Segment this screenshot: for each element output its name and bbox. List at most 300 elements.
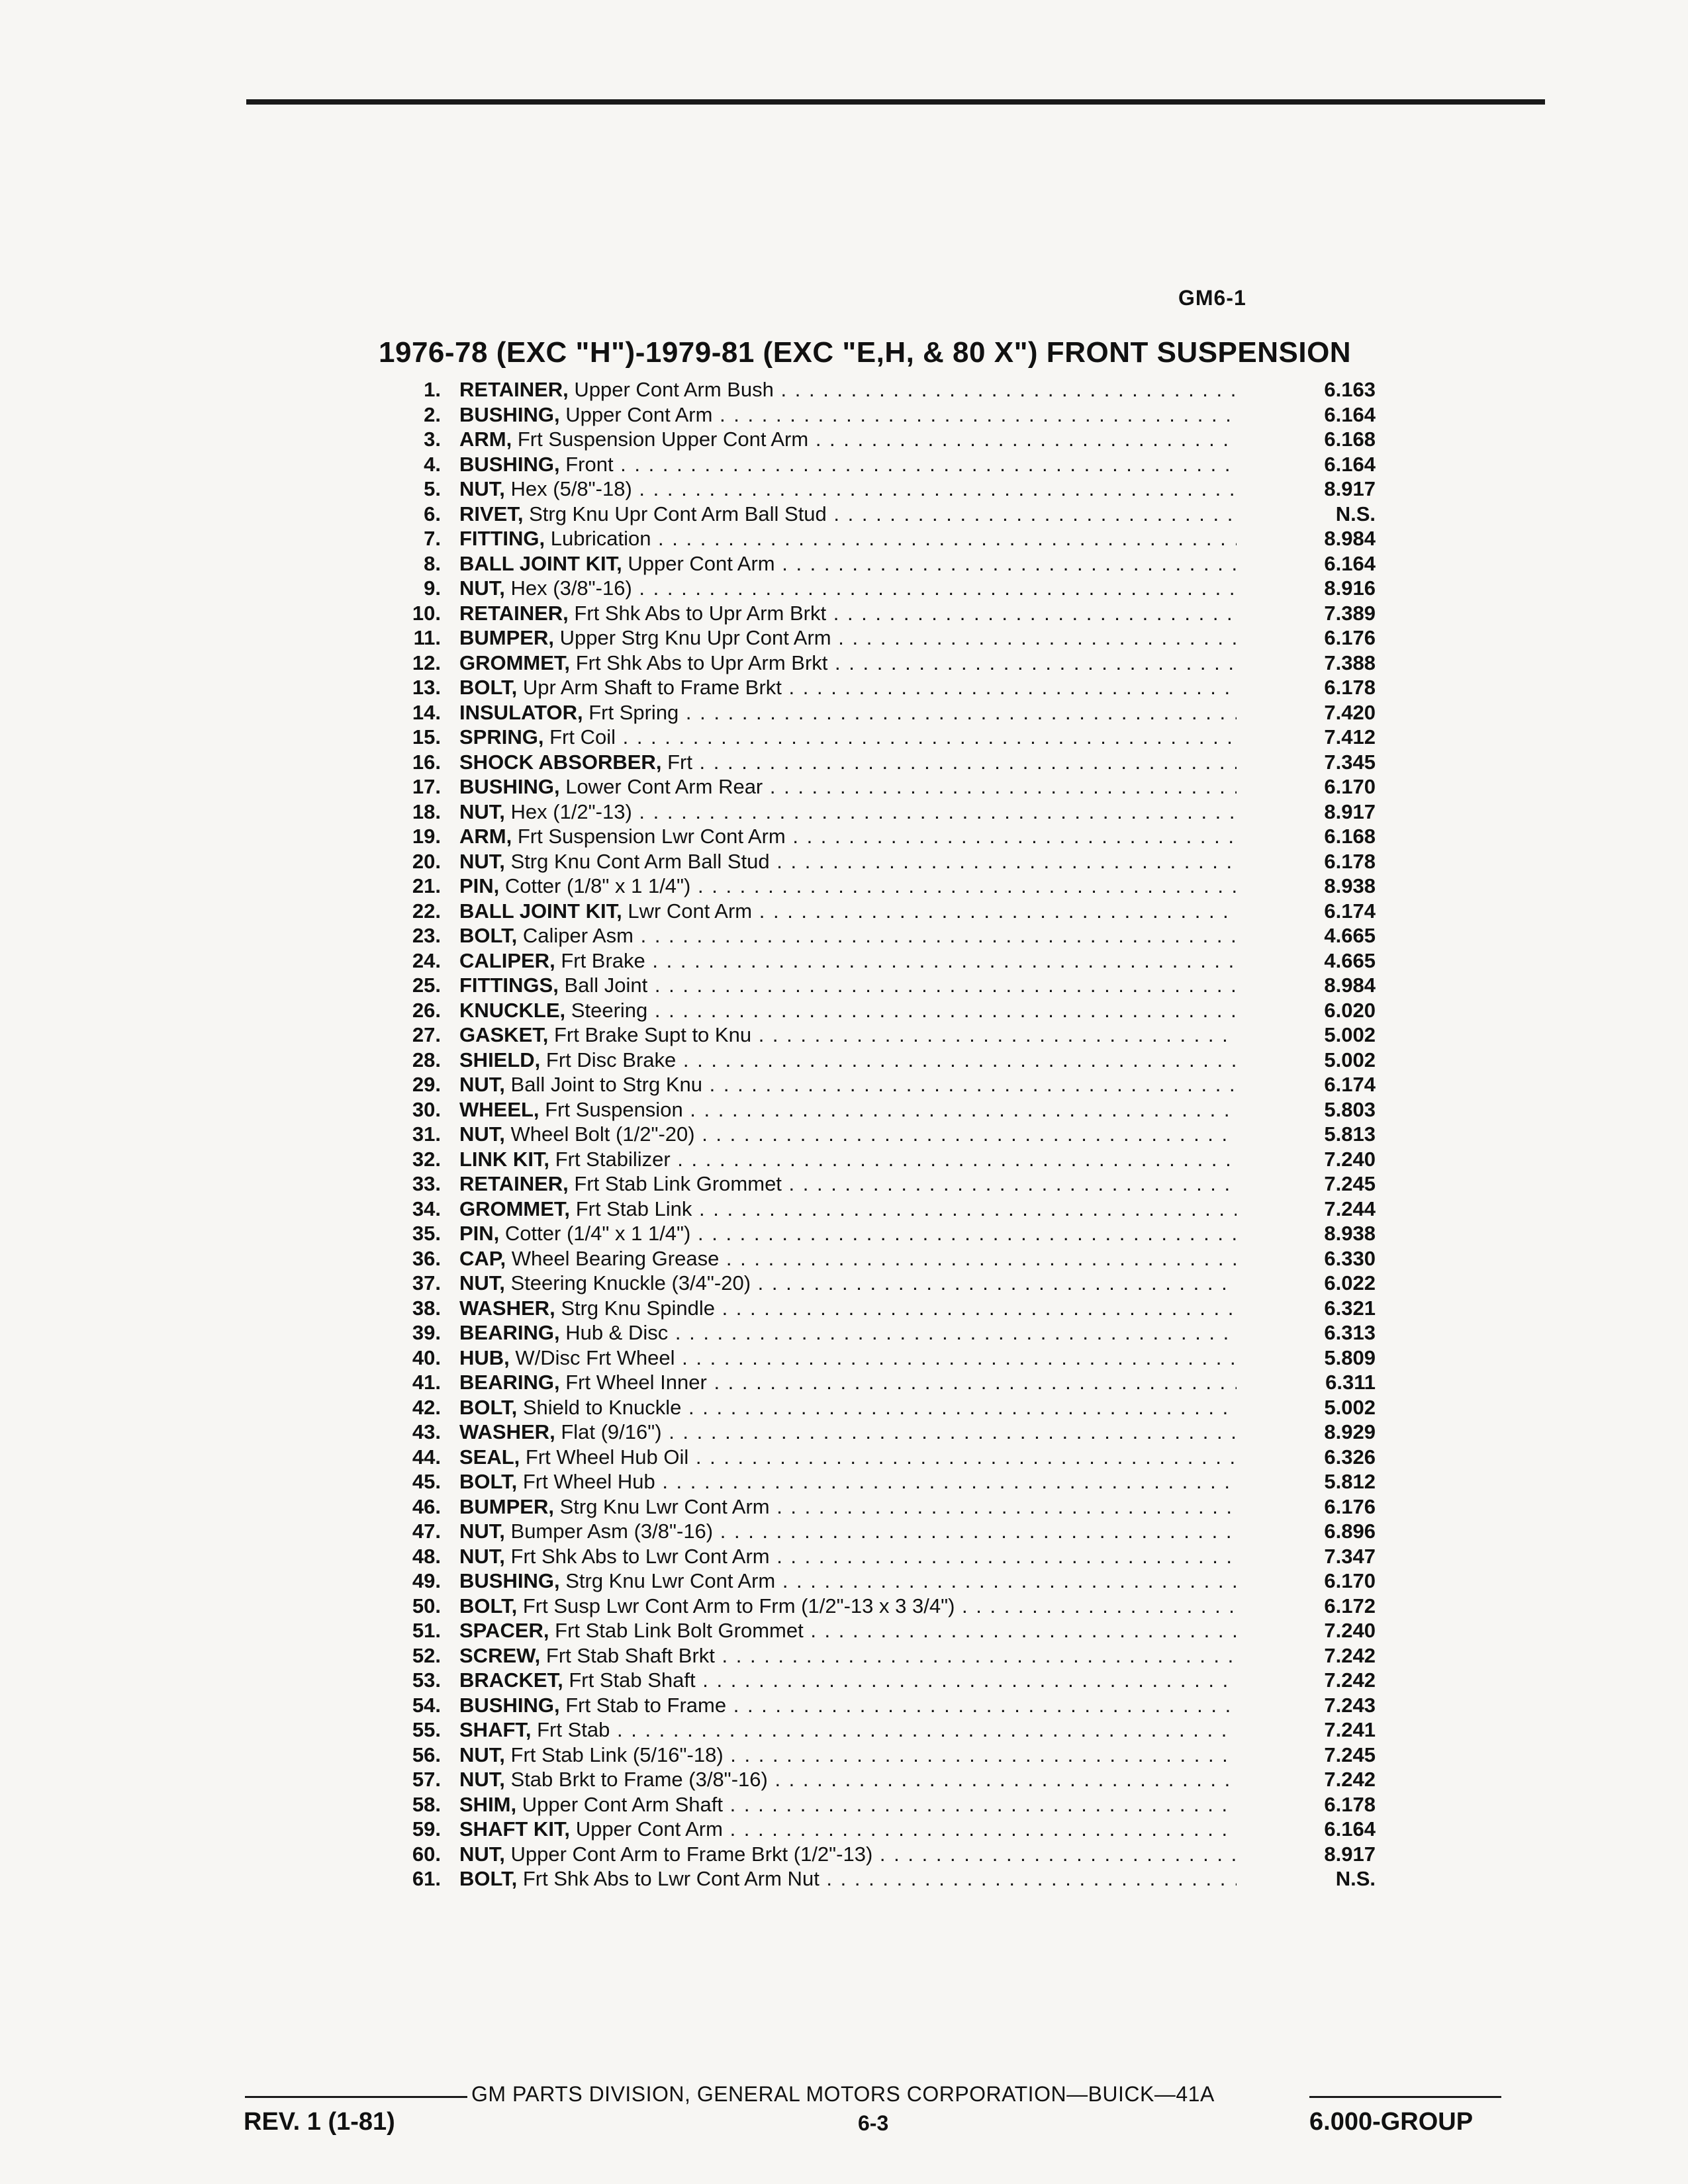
part-number: 13. [412, 676, 441, 699]
part-detail: Upper Cont Arm Bush [574, 378, 774, 401]
part-description [459, 1643, 1237, 1668]
part-number: 5. [424, 477, 441, 500]
part-row [391, 1594, 1383, 1619]
part-name: HUB, [459, 1345, 510, 1369]
part-reference: 6.168 [1324, 428, 1376, 451]
part-row [391, 1246, 1383, 1271]
part-reference: 6.020 [1324, 998, 1376, 1022]
part-detail: Upper Cont Arm to Frame Brkt (1/2"-13) [510, 1842, 873, 1866]
footer-page-number: 6-3 [858, 2111, 889, 2135]
part-number: 19. [412, 825, 441, 848]
part-number: 41. [412, 1371, 441, 1394]
part-description [459, 1147, 1237, 1172]
part-description [459, 1097, 1237, 1122]
part-description [459, 1693, 1237, 1718]
part-name: NUT, [459, 1842, 505, 1866]
part-number: 57. [412, 1768, 441, 1791]
part-reference: 8.916 [1324, 576, 1376, 600]
part-detail: Lubrication [550, 527, 651, 550]
part-description [459, 1469, 1237, 1494]
part-row [391, 551, 1383, 576]
part-name: NUT, [459, 849, 505, 873]
part-row [391, 601, 1383, 626]
part-name: BOLT, [459, 1395, 518, 1419]
part-reference: 7.240 [1324, 1619, 1376, 1642]
part-name: INSULATOR, [459, 700, 583, 724]
part-name: SHAFT KIT, [459, 1817, 571, 1841]
part-description [459, 750, 1237, 775]
part-description [459, 1569, 1237, 1594]
part-reference: 7.245 [1324, 1743, 1376, 1766]
part-number: 33. [412, 1172, 441, 1195]
part-row [391, 899, 1383, 924]
part-row [391, 1717, 1383, 1743]
part-number: 43. [412, 1420, 441, 1443]
part-detail: Frt Disc Brake [545, 1048, 677, 1071]
part-name: NUT, [459, 1122, 505, 1146]
part-description [459, 948, 1237, 974]
part-name: SHOCK ABSORBER, [459, 750, 662, 774]
part-reference: 7.242 [1324, 1643, 1376, 1667]
part-row [391, 1097, 1383, 1122]
part-name: NUT, [459, 1743, 505, 1766]
part-detail: Frt Stab Shaft [569, 1668, 696, 1692]
part-description [459, 1445, 1237, 1470]
part-reference: 5.813 [1324, 1122, 1376, 1146]
part-description [459, 1743, 1237, 1768]
part-reference: N.S. [1335, 502, 1376, 525]
part-description [459, 1048, 1237, 1073]
part-name: SEAL, [459, 1445, 520, 1469]
part-name: BOLT, [459, 1594, 518, 1617]
part-name: BOLT, [459, 1867, 518, 1890]
part-name: SCREW, [459, 1643, 541, 1667]
page-title: 1976-78 (EXC "H")-1979-81 (EXC "E,H, & 80 X") FRONT SUSPENSION [379, 336, 1352, 369]
part-description [459, 1072, 1237, 1097]
part-description [459, 725, 1237, 750]
part-row [391, 1122, 1383, 1147]
part-name: BALL JOINT KIT, [459, 551, 622, 575]
part-number: 49. [412, 1569, 441, 1592]
part-row [391, 1519, 1383, 1544]
part-name: SHIM, [459, 1792, 517, 1816]
part-description [459, 377, 1237, 402]
part-row [391, 1370, 1383, 1395]
part-detail: Frt Shk Abs to Upr Arm Brkt [575, 651, 828, 674]
part-number: 58. [412, 1792, 441, 1816]
part-number: 15. [412, 725, 441, 749]
part-reference: 6.174 [1324, 1073, 1376, 1096]
part-number: 6. [424, 502, 441, 525]
part-number: 50. [412, 1594, 441, 1617]
part-row [391, 799, 1383, 825]
part-name: SPACER, [459, 1619, 549, 1642]
part-detail: Ball Joint [564, 974, 648, 997]
part-reference: 5.803 [1324, 1097, 1376, 1121]
part-name: RETAINER, [459, 1172, 569, 1195]
part-row [391, 725, 1383, 750]
part-detail: Hex (3/8"-16) [510, 576, 632, 600]
part-reference: 7.240 [1324, 1147, 1376, 1171]
part-description [459, 625, 1237, 651]
part-number: 11. [413, 626, 441, 649]
part-reference: 6.170 [1324, 1569, 1376, 1592]
part-row [391, 377, 1383, 402]
footer-revision: REV. 1 (1-81) [244, 2108, 395, 2136]
part-number: 12. [412, 651, 441, 674]
part-name: ARM, [459, 825, 512, 848]
part-number: 55. [412, 1718, 441, 1741]
part-description [459, 1519, 1237, 1544]
part-detail: Frt Stab to Frame [565, 1693, 727, 1717]
part-description [459, 1668, 1237, 1693]
part-number: 54. [412, 1693, 441, 1717]
part-name: LINK KIT, [459, 1147, 550, 1171]
part-reference: 6.168 [1324, 825, 1376, 848]
part-row [391, 1320, 1383, 1345]
part-description [459, 452, 1237, 477]
part-reference: 7.242 [1324, 1668, 1376, 1692]
part-number: 1. [424, 378, 441, 401]
part-detail: Upr Arm Shaft to Frame Brkt [522, 676, 782, 699]
part-detail: Frt Shk Abs to Lwr Cont Arm Nut [522, 1867, 820, 1890]
part-name: BUMPER, [459, 1494, 554, 1518]
part-reference: 8.917 [1324, 477, 1376, 500]
part-number: 32. [412, 1147, 441, 1171]
part-description [459, 1395, 1237, 1420]
part-name: WASHER, [459, 1296, 555, 1320]
part-number: 37. [412, 1271, 441, 1295]
part-description [459, 923, 1237, 948]
part-row [391, 1544, 1383, 1569]
part-detail: Frt Stab [537, 1718, 610, 1741]
part-number: 17. [412, 775, 441, 798]
part-row [391, 1147, 1383, 1172]
part-name: BUSHING, [459, 452, 560, 476]
part-detail: Steering [571, 998, 648, 1022]
part-detail: Frt Stab Shaft Brkt [545, 1643, 715, 1667]
part-description [459, 1594, 1237, 1619]
part-row [391, 1618, 1383, 1643]
part-number: 30. [412, 1097, 441, 1121]
parts-list [391, 377, 1383, 1891]
part-reference: 8.984 [1324, 974, 1376, 997]
part-name: BUMPER, [459, 626, 554, 649]
part-row [391, 1767, 1383, 1792]
part-detail: Hex (1/2"-13) [510, 799, 632, 823]
part-name: RETAINER, [459, 378, 569, 401]
part-reference: 6.326 [1324, 1445, 1376, 1469]
part-row [391, 1023, 1383, 1048]
part-number: 10. [412, 601, 441, 625]
part-description [459, 1320, 1237, 1345]
part-reference: 6.178 [1324, 1792, 1376, 1816]
part-reference: 6.164 [1324, 452, 1376, 476]
part-name: NUT, [459, 1520, 505, 1543]
part-detail: Frt [667, 750, 692, 774]
part-row [391, 948, 1383, 974]
part-number: 4. [424, 452, 441, 476]
part-number: 52. [412, 1643, 441, 1667]
part-detail: Frt Spring [588, 700, 679, 724]
part-name: NUT, [459, 1073, 505, 1096]
part-row [391, 625, 1383, 651]
part-reference: 7.420 [1324, 700, 1376, 724]
part-row [391, 1842, 1383, 1867]
footer-rule-left [245, 2096, 467, 2098]
part-reference: 7.347 [1324, 1544, 1376, 1568]
part-number: 47. [412, 1520, 441, 1543]
part-row [391, 973, 1383, 998]
part-row [391, 452, 1383, 477]
part-reference: 7.388 [1324, 651, 1376, 674]
part-name: NUT, [459, 576, 505, 600]
part-row [391, 526, 1383, 551]
part-reference: 6.022 [1324, 1271, 1376, 1295]
part-number: 25. [412, 974, 441, 997]
part-description [459, 1866, 1237, 1891]
part-name: NUT, [459, 1544, 505, 1568]
page-code: GM6-1 [1178, 286, 1246, 310]
part-reference: 8.938 [1324, 874, 1376, 897]
part-row [391, 923, 1383, 948]
part-row [391, 1171, 1383, 1197]
part-name: RIVET, [459, 502, 524, 525]
part-number: 28. [412, 1048, 441, 1071]
part-reference: 7.345 [1324, 750, 1376, 774]
part-description [459, 1023, 1237, 1048]
part-row [391, 1420, 1383, 1445]
part-name: BUSHING, [459, 775, 560, 798]
part-reference: 7.244 [1324, 1197, 1376, 1220]
part-number: 39. [412, 1321, 441, 1344]
part-row [391, 1072, 1383, 1097]
part-row [391, 849, 1383, 874]
part-name: GROMMET, [459, 1197, 571, 1220]
part-description [459, 1122, 1237, 1147]
part-number: 27. [412, 1023, 441, 1046]
part-number: 60. [412, 1842, 441, 1866]
part-reference: 7.389 [1324, 601, 1376, 625]
part-detail: Strg Knu Spindle [561, 1296, 715, 1320]
part-reference: 4.665 [1324, 948, 1376, 972]
part-name: BUSHING, [459, 1693, 560, 1717]
part-detail: Steering Knuckle (3/4"-20) [510, 1271, 751, 1295]
part-detail: Frt Wheel Hub Oil [525, 1445, 689, 1469]
part-reference: 6.313 [1324, 1321, 1376, 1344]
part-number: 23. [412, 924, 441, 947]
part-description [459, 502, 1237, 527]
part-reference: 8.917 [1324, 1842, 1376, 1866]
part-reference: 5.809 [1324, 1345, 1376, 1369]
part-name: ARM, [459, 428, 512, 451]
part-description [459, 1171, 1237, 1197]
part-detail: Strg Knu Cont Arm Ball Stud [510, 849, 770, 873]
part-row [391, 1048, 1383, 1073]
part-row [391, 750, 1383, 775]
part-description [459, 651, 1237, 676]
part-row [391, 1792, 1383, 1817]
part-name: SPRING, [459, 725, 544, 749]
footer-rule-right [1309, 2096, 1501, 2098]
part-reference: 7.241 [1324, 1718, 1376, 1741]
part-description [459, 1544, 1237, 1569]
part-row [391, 1445, 1383, 1470]
part-detail: Bumper Asm (3/8"-16) [510, 1520, 714, 1543]
part-number: 14. [412, 700, 441, 724]
part-detail: Shield to Knuckle [522, 1395, 682, 1419]
part-reference: 6.176 [1324, 1494, 1376, 1518]
part-row [391, 1221, 1383, 1246]
part-reference: 6.164 [1324, 402, 1376, 426]
part-name: BOLT, [459, 924, 518, 947]
part-row [391, 700, 1383, 725]
part-number: 29. [412, 1073, 441, 1096]
part-number: 44. [412, 1445, 441, 1469]
part-number: 36. [412, 1246, 441, 1270]
part-detail: Frt Stabilizer [555, 1147, 671, 1171]
part-description [459, 874, 1237, 899]
part-description [459, 477, 1237, 502]
part-name: FITTINGS, [459, 974, 559, 997]
part-reference: 6.174 [1324, 899, 1376, 923]
part-detail: Strg Knu Upr Cont Arm Ball Stud [529, 502, 827, 525]
part-row [391, 427, 1383, 452]
part-detail: Stab Brkt to Frame (3/8"-16) [510, 1768, 768, 1791]
part-number: 48. [412, 1544, 441, 1568]
part-number: 21. [412, 874, 441, 897]
part-description [459, 675, 1237, 700]
part-number: 7. [424, 527, 441, 550]
part-description [459, 799, 1237, 825]
part-name: BRACKET, [459, 1668, 563, 1692]
part-number: 46. [412, 1494, 441, 1518]
part-detail: Hex (5/8"-18) [510, 477, 632, 500]
part-description [459, 899, 1237, 924]
part-number: 59. [412, 1817, 441, 1841]
part-row [391, 1494, 1383, 1520]
part-row [391, 1271, 1383, 1296]
part-detail: Cotter (1/4" x 1 1/4") [504, 1222, 691, 1245]
part-detail: Frt Suspension Lwr Cont Arm [517, 825, 786, 848]
part-row [391, 1469, 1383, 1494]
part-description [459, 1767, 1237, 1792]
part-row [391, 402, 1383, 428]
part-number: 26. [412, 998, 441, 1022]
part-detail: Frt Brake [561, 948, 645, 972]
part-description [459, 1197, 1237, 1222]
part-description [459, 1792, 1237, 1817]
part-description [459, 1717, 1237, 1743]
part-reference: 8.984 [1324, 527, 1376, 550]
part-row [391, 477, 1383, 502]
part-name: BALL JOINT KIT, [459, 899, 622, 923]
part-detail: Frt Stab Link [575, 1197, 692, 1220]
part-detail: Wheel Bolt (1/2"-20) [510, 1122, 695, 1146]
part-reference: 6.163 [1324, 378, 1376, 401]
part-detail: Upper Cont Arm [575, 1817, 723, 1841]
part-detail: Ball Joint to Strg Knu [510, 1073, 703, 1096]
part-name: WHEEL, [459, 1097, 539, 1121]
part-row [391, 774, 1383, 799]
part-number: 61. [412, 1867, 441, 1890]
part-number: 9. [424, 576, 441, 600]
part-name: BOLT, [459, 676, 518, 699]
part-reference: 6.170 [1324, 775, 1376, 798]
part-detail: Upper Cont Arm [565, 402, 713, 426]
part-row [391, 824, 1383, 849]
part-number: 24. [412, 948, 441, 972]
part-row [391, 576, 1383, 601]
footer-group: 6.000-GROUP [1309, 2108, 1474, 2136]
part-description [459, 1817, 1237, 1842]
part-reference: 6.164 [1324, 1817, 1376, 1841]
part-name: PIN, [459, 874, 500, 897]
part-name: BOLT, [459, 1470, 518, 1493]
part-number: 31. [412, 1122, 441, 1146]
part-detail: Strg Knu Lwr Cont Arm [565, 1569, 776, 1592]
footer-division: GM PARTS DIVISION, GENERAL MOTORS CORPORATION—BUICK—41A [471, 2082, 1215, 2106]
part-row [391, 1395, 1383, 1420]
part-number: 42. [412, 1395, 441, 1419]
part-name: NUT, [459, 1271, 505, 1295]
part-description [459, 973, 1237, 998]
part-detail: Frt Susp Lwr Cont Arm to Frm (1/2"-13 x 3 3/4") [522, 1594, 955, 1617]
part-name: BEARING, [459, 1371, 560, 1394]
part-detail: Frt Wheel Inner [565, 1371, 707, 1394]
part-detail: Frt Wheel Hub [522, 1470, 655, 1493]
part-detail: Lower Cont Arm Rear [565, 775, 763, 798]
part-reference: 6.176 [1324, 626, 1376, 649]
part-number: 3. [424, 428, 441, 451]
part-detail: Hub & Disc [565, 1321, 669, 1344]
part-description [459, 576, 1237, 601]
part-detail: Upper Cont Arm [628, 551, 775, 575]
part-detail: Strg Knu Lwr Cont Arm [559, 1494, 770, 1518]
part-detail: Frt Stab Link (5/16"-18) [510, 1743, 724, 1766]
part-description [459, 700, 1237, 725]
part-detail: Lwr Cont Arm [628, 899, 753, 923]
part-row [391, 1743, 1383, 1768]
part-reference: 6.311 [1325, 1371, 1376, 1394]
part-number: 22. [412, 899, 441, 923]
part-name: SHIELD, [459, 1048, 541, 1071]
part-number: 38. [412, 1296, 441, 1320]
part-detail: Cotter (1/8" x 1 1/4") [504, 874, 691, 897]
part-number: 16. [412, 750, 441, 774]
part-number: 56. [412, 1743, 441, 1766]
part-description [459, 1420, 1237, 1445]
part-detail: Frt Shk Abs to Lwr Cont Arm [510, 1544, 770, 1568]
part-description [459, 1842, 1237, 1867]
part-detail: Frt Brake Supt to Knu [553, 1023, 752, 1046]
part-reference: 6.178 [1324, 676, 1376, 699]
part-row [391, 874, 1383, 899]
part-description [459, 998, 1237, 1023]
part-reference: 5.002 [1324, 1395, 1376, 1419]
part-row [391, 1569, 1383, 1594]
part-row [391, 1693, 1383, 1718]
part-description [459, 824, 1237, 849]
part-name: BUSHING, [459, 402, 560, 426]
part-reference: 5.812 [1324, 1470, 1376, 1493]
part-row [391, 1817, 1383, 1842]
part-reference: 4.665 [1324, 924, 1376, 947]
part-description [459, 774, 1237, 799]
part-detail: Frt Stab Link Bolt Grommet [555, 1619, 804, 1642]
part-row [391, 1866, 1383, 1891]
part-reference: 7.243 [1324, 1693, 1376, 1717]
